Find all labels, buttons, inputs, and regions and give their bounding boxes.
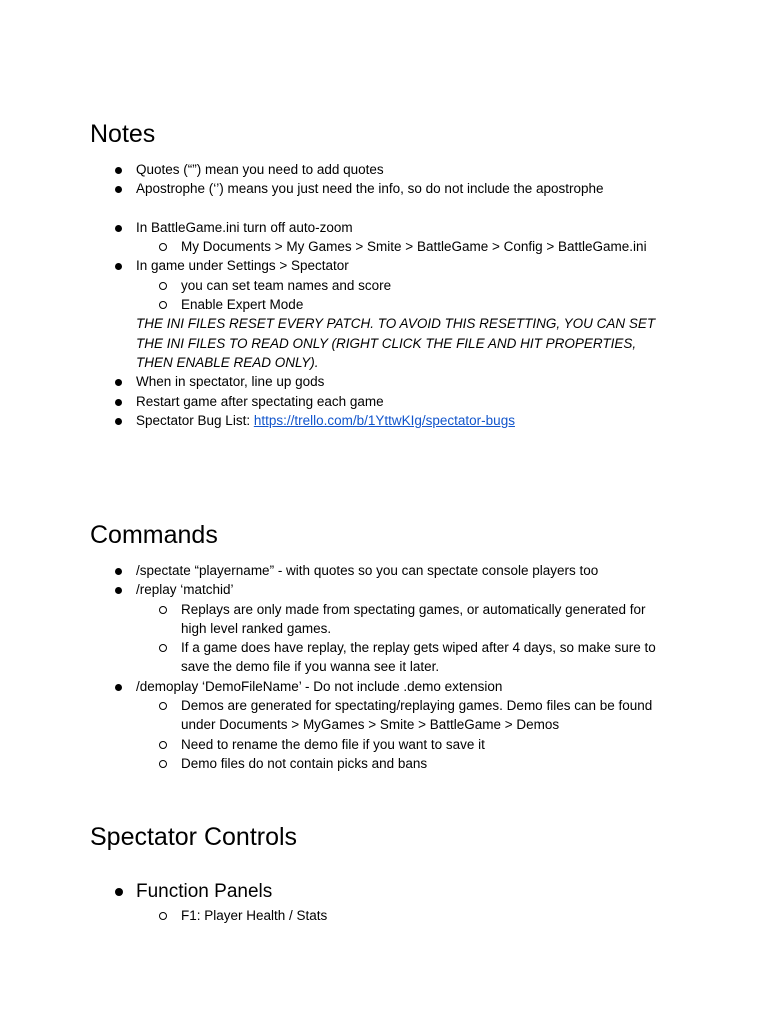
sub-list-item: [0, 638, 656, 657]
notes-list: [0, 160, 655, 430]
list-item: [0, 677, 656, 696]
list-item: [0, 256, 655, 275]
list-item: [0, 160, 655, 179]
list-item: [0, 580, 656, 599]
replay-sub-text: If a game does have replay, the replay gets wiped after 4 days, so make sure to: [181, 640, 656, 656]
demoplay-sub-text: Demos are generated for spectating/replaying games. Demo files can be found: [181, 698, 653, 714]
commands-heading: Commands: [90, 521, 218, 549]
bullet-icon: [115, 568, 122, 575]
f1-panel-item: F1: Player Health / Stats: [181, 908, 328, 923]
function-panels-list: [0, 906, 327, 925]
bullet-icon: [115, 888, 123, 896]
hollow-bullet-icon: [159, 282, 167, 290]
bullet-icon: [115, 379, 122, 386]
sub-list-item: [0, 735, 656, 754]
demoplay-sub-text: Demo files do not contain picks and bans: [181, 755, 428, 771]
bug-list-link[interactable]: https://trello.com/b/1YttwKIg/spectator-bugs: [253, 412, 515, 428]
hollow-bullet-icon: [159, 606, 167, 614]
sub-list-item: [0, 696, 656, 715]
settings-note: In game under Settings > Spectator: [136, 258, 349, 274]
commands-list: [0, 561, 656, 773]
warning-text-line: THEN ENABLE READ ONLY).: [136, 354, 319, 370]
bullet-icon: [115, 186, 122, 193]
battlegame-note: In BattleGame.ini turn off auto-zoom: [136, 219, 353, 235]
sub-list-item: [0, 276, 655, 295]
sub-list-item-continuation: under Documents > MyGames > Smite > BattleGame > Demos: [181, 717, 560, 733]
bullet-icon: [115, 225, 122, 232]
sub-list-item: [0, 754, 656, 773]
hollow-bullet-icon: [159, 243, 167, 251]
function-panels-heading: Function Panels: [136, 881, 273, 902]
demoplay-sub-text: Need to rename the demo file if you want to save it: [181, 736, 485, 752]
hollow-bullet-icon: [159, 702, 167, 710]
hollow-bullet-icon: [159, 912, 167, 920]
notes-heading: Notes: [90, 120, 156, 148]
lineup-note: When in spectator, line up gods: [136, 374, 325, 390]
list-item: [0, 179, 655, 198]
restart-note: Restart game after spectating each game: [136, 393, 384, 409]
bullet-icon: [115, 263, 122, 270]
sub-list-item: [0, 600, 656, 619]
spectator-controls-heading: Spectator Controls: [90, 823, 298, 851]
hollow-bullet-icon: [159, 301, 167, 309]
function-panels-item: [0, 879, 768, 905]
bullet-icon: [115, 587, 122, 594]
sub-list-item: [0, 237, 655, 256]
battlegame-path: My Documents > My Games > Smite > BattleGame > Config > BattleGame.ini: [181, 239, 647, 255]
warning-text-line: THE INI FILES RESET EVERY PATCH. TO AVOID THIS RESETTING, YOU CAN SET: [136, 316, 656, 332]
hollow-bullet-icon: [159, 644, 167, 652]
bullet-icon: [115, 167, 122, 174]
list-item: [0, 372, 655, 391]
warning-text-line: THE INI FILES TO READ ONLY (RIGHT CLICK THE FILE AND HIT PROPERTIES,: [136, 335, 637, 351]
bullet-icon: [115, 399, 122, 406]
replay-command: /replay ‘matchid’: [136, 582, 234, 598]
bullet-icon: [115, 684, 122, 691]
settings-sub-expert-mode: Enable Expert Mode: [181, 297, 304, 313]
bug-list-label: Spectator Bug List:: [136, 412, 254, 428]
sub-list-item-continuation: save the demo file if you wanna see it later.: [181, 659, 440, 675]
sub-list-item-continuation: high level ranked games.: [181, 620, 332, 636]
demoplay-command: /demoplay ‘DemoFileName’ - Do not include .demo extension: [136, 678, 503, 694]
sub-list-item: [0, 906, 327, 925]
list-item: [0, 218, 655, 237]
spacer: [0, 199, 655, 218]
list-item: [0, 561, 656, 580]
quotes-note: Quotes (“”) mean you need to add quotes: [136, 162, 384, 177]
replay-sub-text: Replays are only made from spectating games, or automatically generated for: [181, 601, 646, 617]
spectate-command: /spectate “playername” - with quotes so you can spectate console players too: [136, 563, 599, 578]
bullet-icon: [115, 418, 122, 425]
hollow-bullet-icon: [159, 760, 167, 768]
list-item: [0, 392, 655, 411]
apostrophe-note: Apostrophe (‘’) means you just need the info, so do not include the apostrophe: [136, 181, 604, 197]
hollow-bullet-icon: [159, 741, 167, 749]
list-item: [0, 411, 655, 430]
settings-sub-team-names: you can set team names and score: [181, 277, 392, 293]
sub-list-item: [0, 295, 655, 314]
